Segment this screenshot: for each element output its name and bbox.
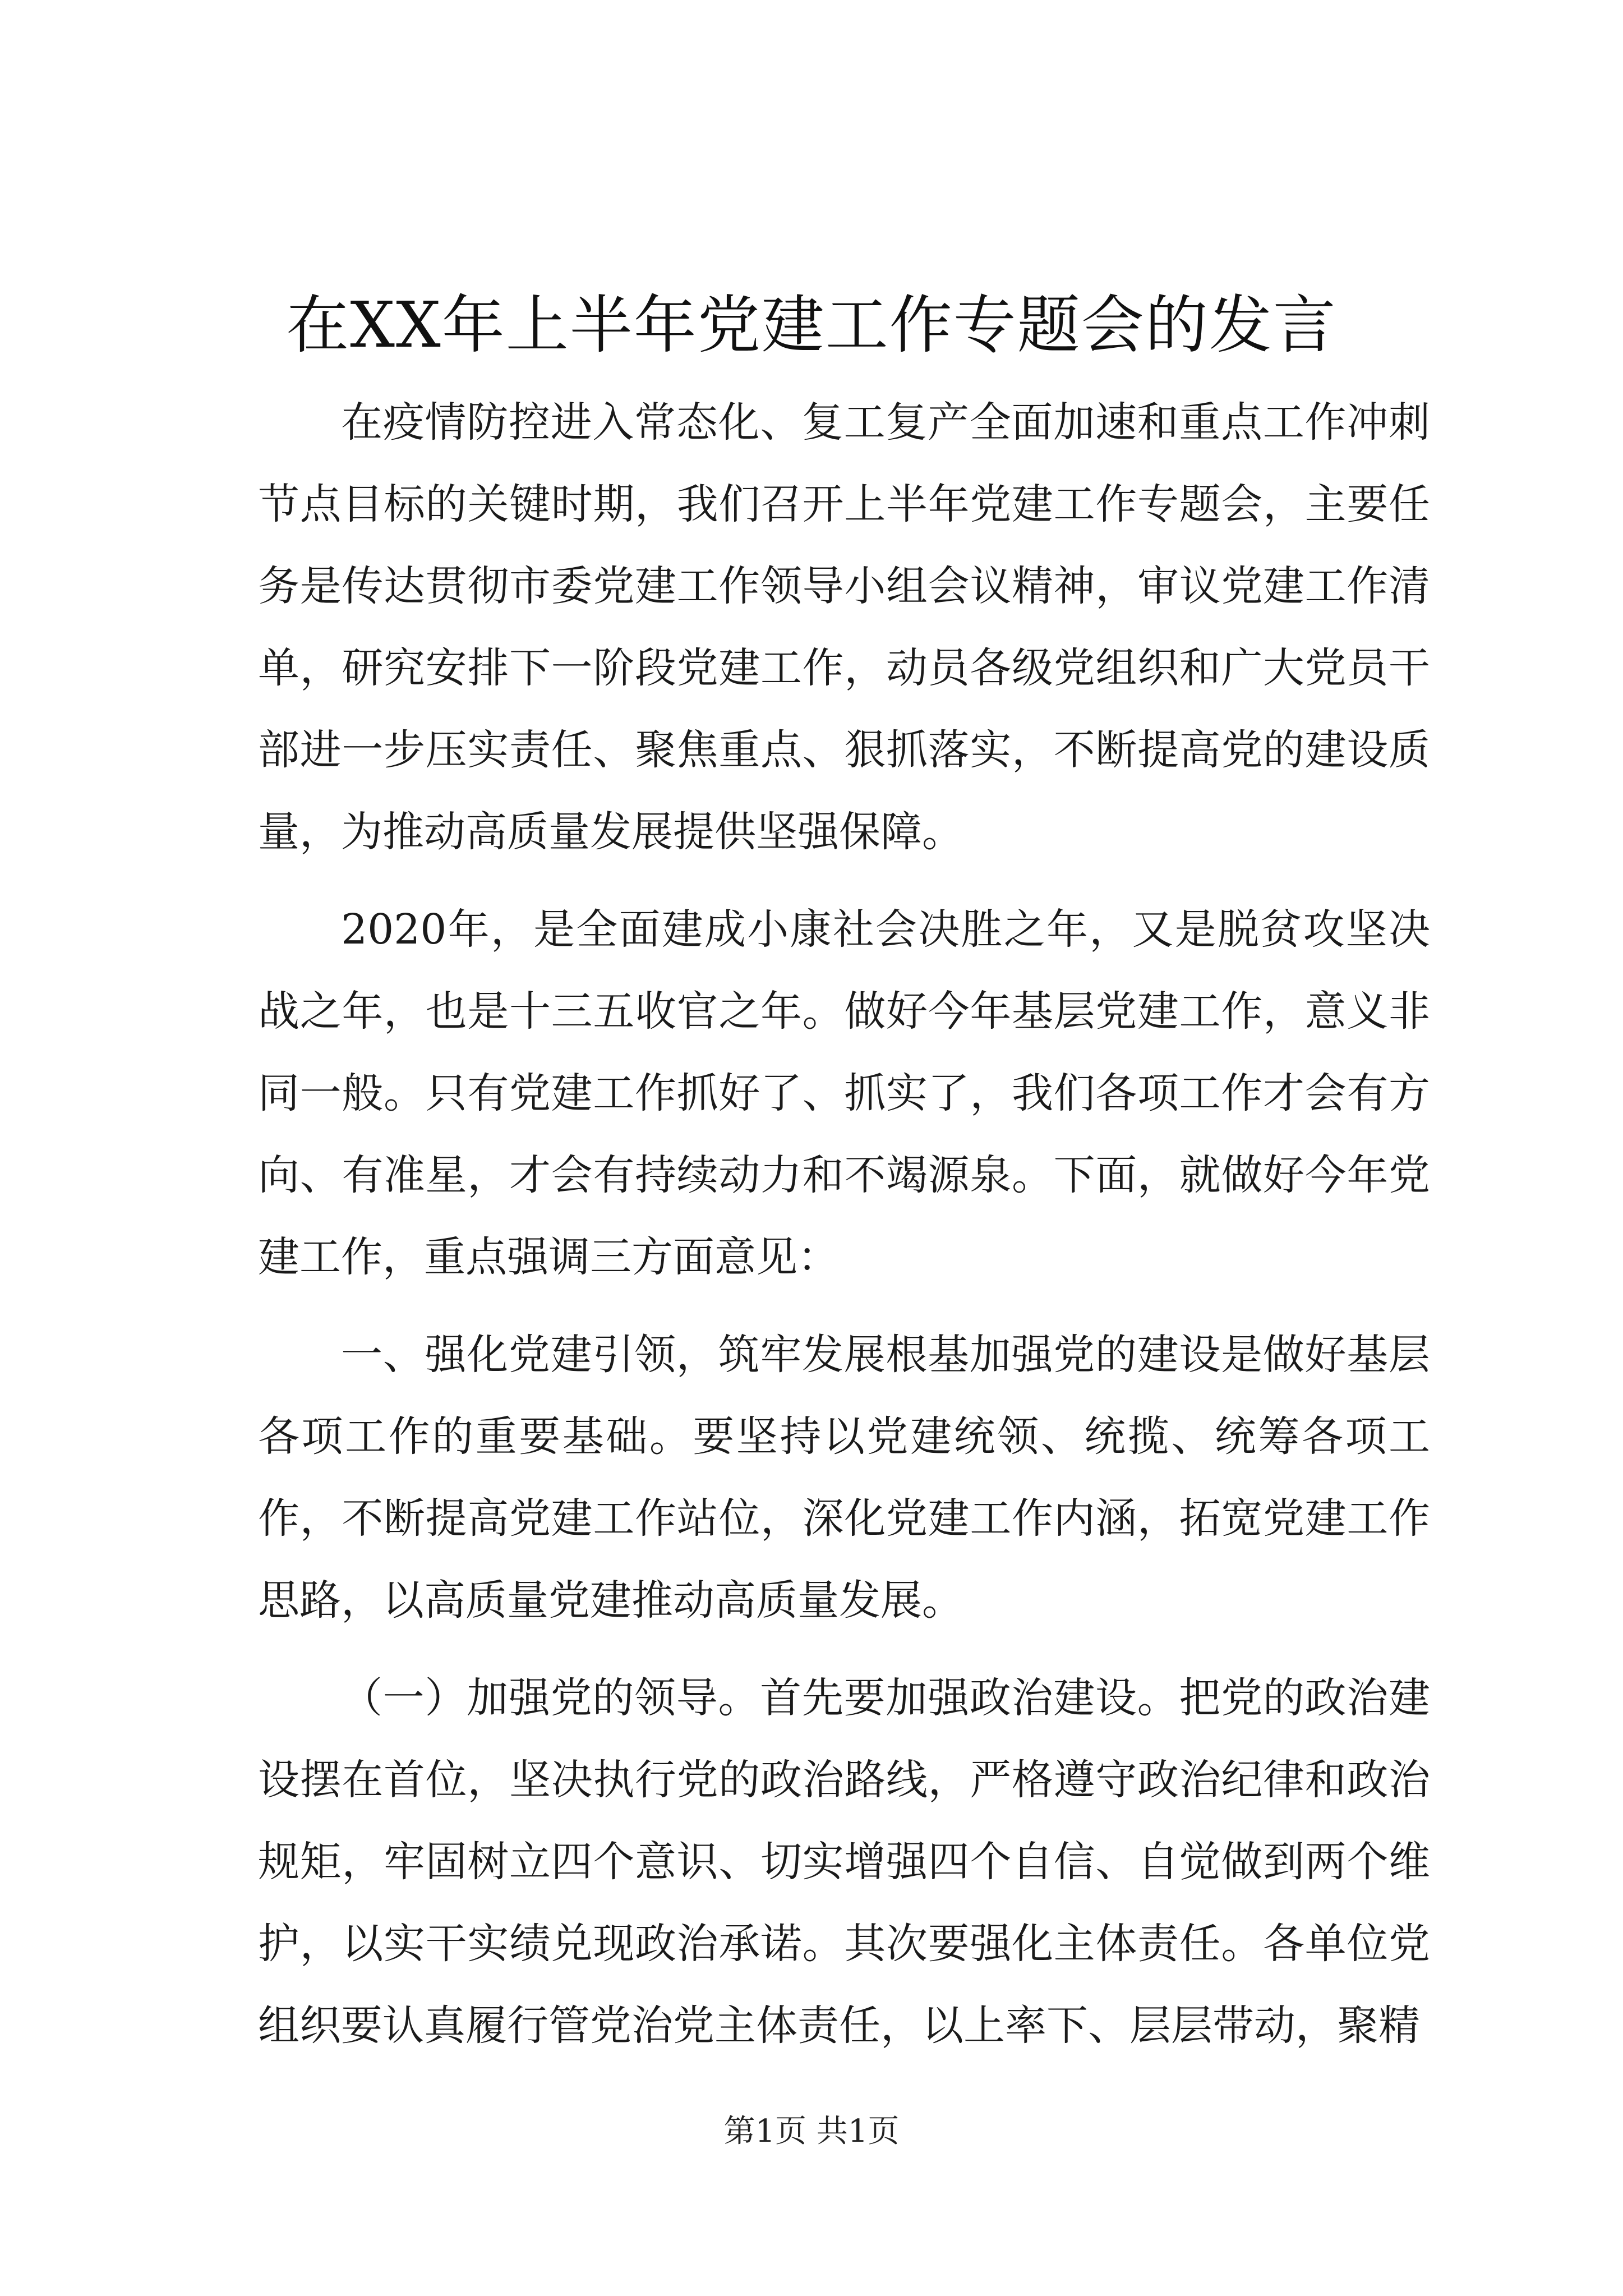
document-title: 在XX年上半年党建工作专题会的发言 — [286, 289, 1337, 362]
paragraph-2020: 2020年，是全面建成小康社会决胜之年，又是脱贫攻坚决战之年，也是十三五收官之年。做好今年基层党建工作，意义非同一般。只有党建工作抓好了、抓实了，我们各项工作才会有方向、有准星，才会有持续动力和不竭源泉。下面，就做好今年党建工作，重点强调三方面意见： — [258, 905, 1430, 1281]
paragraph-subsection-one: （一）加强党的领导。首先要加强政治建设。把党的政治建设摆在首位，坚决执行党的政治路线，严格遵守政治纪律和政治规矩，牢固树立四个意识、切实增强四个自信、自觉做到两个维护，以实干实绩兑现政治承诺。其次要强化主体责任。各单位党组织要认真履行管党治党主体责任，以上率下、层层带动，聚精 — [258, 1674, 1430, 2050]
paragraph-section-one: 一、强化党建引领，筑牢发展根基加强党的建设是做好基层各项工作的重要基础。要坚持以党建统领、统揽、统筹各项工作，不断提高党建工作站位，深化党建工作内涵，拓宽党建工作思路，以高质量党建推动高质量发展。 — [258, 1331, 1430, 1625]
paragraph-intro: 在疫情防控进入常态化、复工复产全面加速和重点工作冲刺节点目标的关键时期，我们召开上半年党建工作专题会，主要任务是传达贯彻市委党建工作领导小组会议精神，审议党建工作清单，研究安排下一阶段党建工作，动员各级党组织和广大党员干部进一步压实责任、聚焦重点、狠抓落实，不断提高党的建设质量，为推动高质量发展提供坚强保障。 — [258, 398, 1430, 856]
document-body — [258, 381, 1430, 2082]
page-footer: 第1页 共1页 — [723, 2113, 900, 2150]
